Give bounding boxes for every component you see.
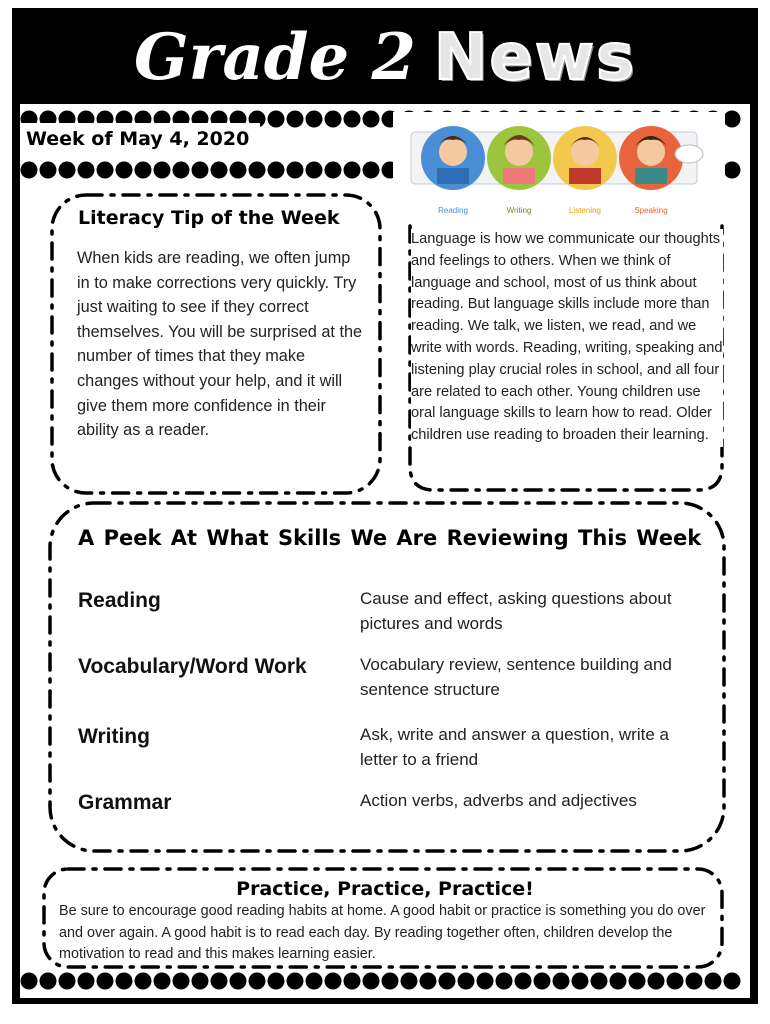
divider-dot bbox=[154, 162, 171, 179]
divider-dot bbox=[363, 162, 380, 179]
divider-dot bbox=[268, 973, 285, 990]
divider-dot bbox=[724, 162, 741, 179]
divider-dot bbox=[249, 162, 266, 179]
divider-dot bbox=[667, 973, 684, 990]
divider-dot bbox=[116, 973, 133, 990]
image-label-reading: Reading bbox=[438, 206, 468, 215]
listening-child-icon bbox=[553, 126, 617, 190]
skill-grammar: Grammar bbox=[78, 791, 172, 814]
reading-child-icon bbox=[421, 126, 485, 190]
divider-dot bbox=[724, 973, 741, 990]
divider-dot bbox=[192, 973, 209, 990]
skill-reading: Reading bbox=[78, 589, 161, 612]
divider-dot bbox=[287, 111, 304, 128]
image-label-writing: Writing bbox=[506, 206, 532, 215]
divider-dot bbox=[363, 973, 380, 990]
literacy-tip-body: When kids are reading, we often jump in to make corrections very quickly. Try just waiting to see if they correct themselves. You will be surprised at the number of times that they make changes without your help, and it will give them more confidence in their ability as a reader. bbox=[77, 249, 363, 440]
divider-dot bbox=[97, 973, 114, 990]
divider-dot bbox=[97, 162, 114, 179]
practice-body: Be sure to encourage good reading habits at home. A good habit or practice is something you do over and over again. A good habit is to read each day. By reading together often, children develop the motivation to read and this makes learning easier. bbox=[59, 903, 706, 962]
practice-title: Practice, Practice, Practice! bbox=[236, 878, 534, 900]
divider-dot bbox=[724, 111, 741, 128]
divider-dot bbox=[306, 973, 323, 990]
divider-dot bbox=[287, 973, 304, 990]
divider-dot bbox=[686, 973, 703, 990]
divider-dot bbox=[116, 162, 133, 179]
divider-dot bbox=[439, 973, 456, 990]
divider-dot bbox=[21, 162, 38, 179]
divider-dot bbox=[59, 973, 76, 990]
divider-dot bbox=[477, 973, 494, 990]
divider-dot bbox=[591, 973, 608, 990]
divider-dot bbox=[553, 973, 570, 990]
page-title bbox=[12, 14, 758, 101]
writing-child-icon bbox=[487, 126, 551, 190]
divider-dot bbox=[325, 111, 342, 128]
divider-dot bbox=[363, 111, 380, 128]
skill-reading-description: Cause and effect, asking questions about pictures and words bbox=[360, 589, 672, 633]
divider-dot bbox=[78, 162, 95, 179]
divider-dot bbox=[230, 162, 247, 179]
skill-grammar-description: Action verbs, adverbs and adjectives bbox=[360, 791, 637, 810]
divider-dot bbox=[515, 973, 532, 990]
divider-dot bbox=[78, 973, 95, 990]
week-date: Week of May 4, 2020 bbox=[26, 124, 259, 154]
title-grade: Grade 2 bbox=[133, 20, 417, 95]
skill-vocabulary-description: Vocabulary review, sentence building and sentence structure bbox=[360, 655, 672, 699]
divider-dot bbox=[59, 162, 76, 179]
language-skills-image bbox=[393, 112, 725, 224]
children-illustration bbox=[393, 112, 725, 224]
divider-dot bbox=[211, 973, 228, 990]
divider-dot bbox=[496, 973, 513, 990]
language-body: Language is how we communicate our thoughts and feelings to others. When we think of language and school, most of us think about reading. But language skills include more than reading. We talk, we listen, we read, and we write with words. Reading, writing, speaking and listening play crucial roles in school, and all four are related to each other. Young children use oral language skills to learn how to read. Older children use reading to broaden their learning. bbox=[411, 229, 723, 447]
literacy-tip-title: Literacy Tip of the Week bbox=[78, 207, 340, 229]
divider-dot bbox=[40, 973, 57, 990]
divider-dot bbox=[21, 973, 38, 990]
divider-dot bbox=[268, 162, 285, 179]
divider-dot bbox=[648, 973, 665, 990]
image-label-speaking: Speaking bbox=[634, 206, 668, 215]
divider-dot bbox=[705, 973, 722, 990]
skill-writing-description: Ask, write and answer a question, write a letter to a friend bbox=[360, 725, 669, 769]
dot-divider-bottom bbox=[20, 971, 750, 991]
divider-dot bbox=[306, 162, 323, 179]
divider-dot bbox=[382, 973, 399, 990]
divider-dot bbox=[173, 162, 190, 179]
divider-dot bbox=[420, 973, 437, 990]
divider-dot bbox=[173, 973, 190, 990]
image-label-listening: Listening bbox=[568, 206, 602, 215]
divider-dot bbox=[306, 111, 323, 128]
divider-dot bbox=[325, 162, 342, 179]
divider-dot bbox=[344, 111, 361, 128]
divider-dot bbox=[610, 973, 627, 990]
divider-dot bbox=[344, 973, 361, 990]
skill-writing: Writing bbox=[78, 725, 150, 748]
divider-dot bbox=[135, 162, 152, 179]
divider-dot bbox=[154, 973, 171, 990]
divider-dot bbox=[40, 162, 57, 179]
divider-dot bbox=[629, 973, 646, 990]
divider-dot bbox=[534, 973, 551, 990]
title-news: News bbox=[433, 21, 637, 95]
divider-dot bbox=[192, 162, 209, 179]
skills-title: A Peek At What Skills We Are Reviewing This Week bbox=[78, 526, 702, 550]
header-banner bbox=[12, 8, 758, 104]
skill-vocabulary: Vocabulary/Word Work bbox=[78, 655, 307, 678]
divider-dot bbox=[135, 973, 152, 990]
divider-dot bbox=[458, 973, 475, 990]
divider-dot bbox=[344, 162, 361, 179]
divider-dot bbox=[401, 973, 418, 990]
divider-dot bbox=[572, 973, 589, 990]
divider-dot bbox=[230, 973, 247, 990]
divider-dot bbox=[249, 973, 266, 990]
divider-dot bbox=[287, 162, 304, 179]
divider-dot bbox=[268, 111, 285, 128]
divider-dot bbox=[211, 162, 228, 179]
divider-dot bbox=[325, 973, 342, 990]
